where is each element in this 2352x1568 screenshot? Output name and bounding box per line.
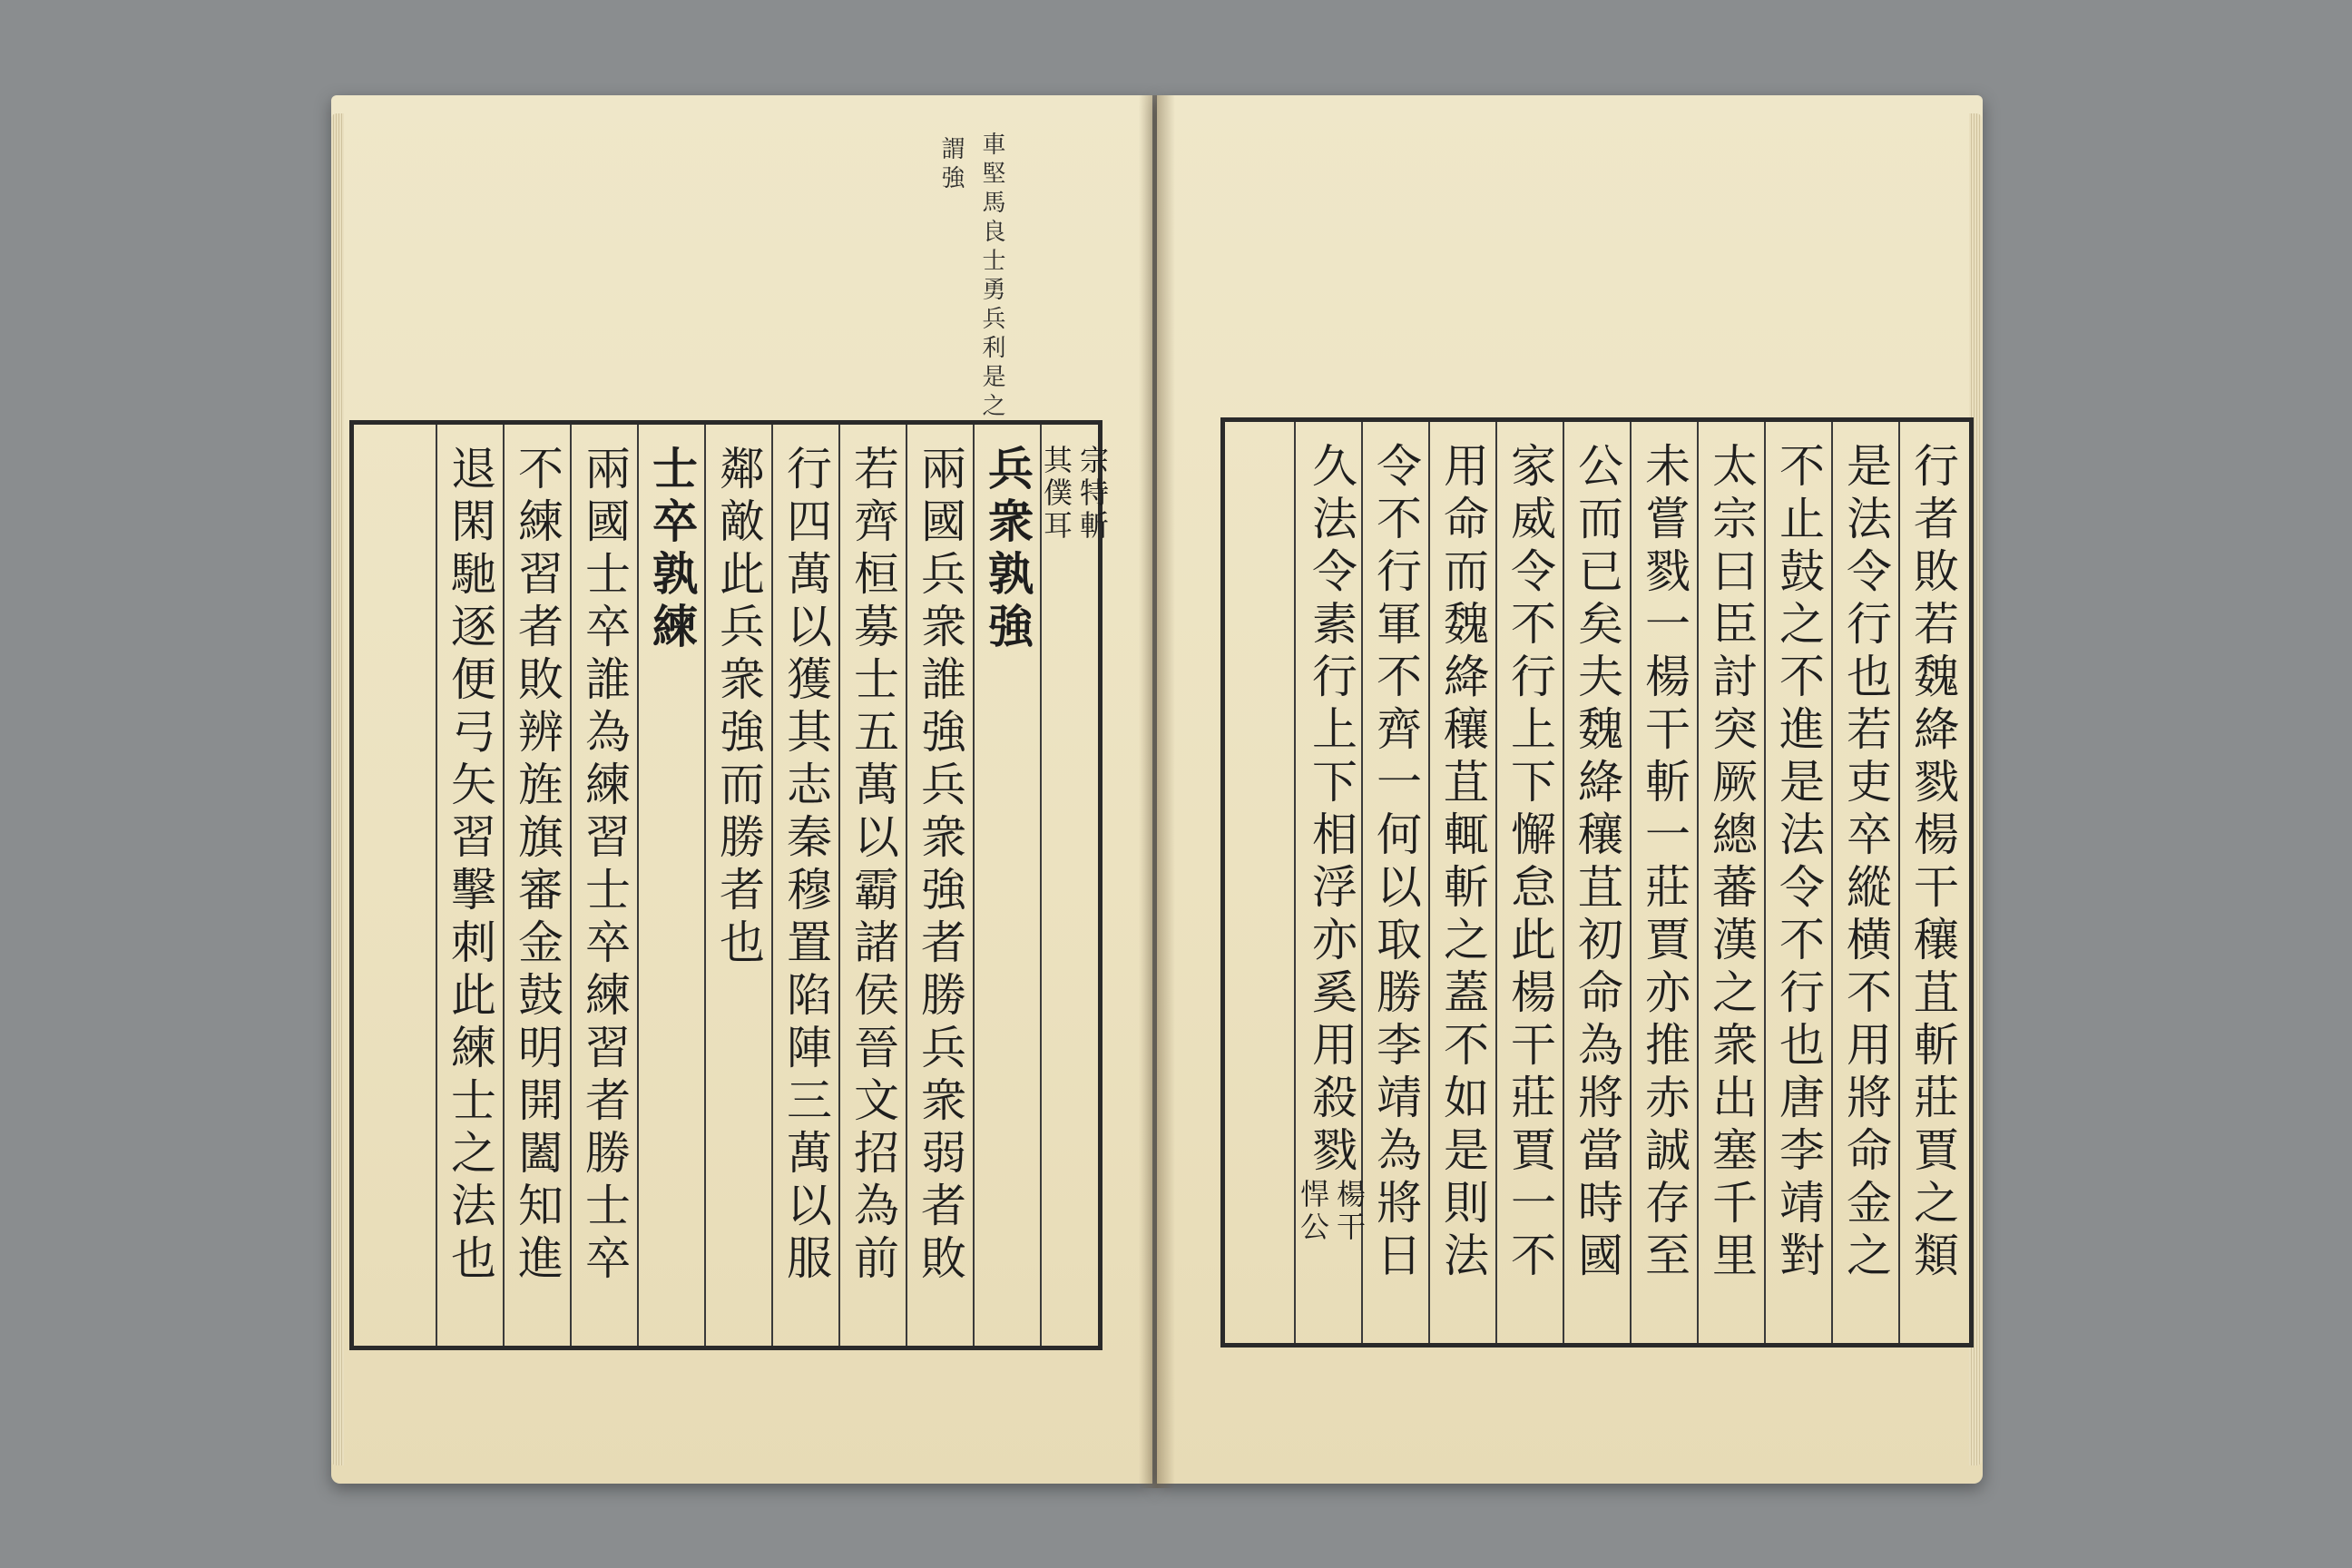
note-line: 楊干 — [1332, 1179, 1367, 1244]
text-line: 兩國兵衆誰強兵衆強者勝兵衆弱者敗 — [914, 445, 966, 1287]
left-col-4 — [771, 425, 838, 1346]
section-heading: 兵衆孰強 — [981, 445, 1034, 655]
text-line: 令不行軍不齊一何以取勝李靖為將日 — [1369, 442, 1422, 1284]
left-col-5 — [704, 425, 771, 1346]
left-page-edge — [331, 113, 344, 1465]
text-line: 鄰敵此兵衆強而勝者也 — [712, 445, 765, 971]
left-col-1 — [973, 425, 1040, 1346]
text-line: 若齊桓募士五萬以霸諸侯晉文招為前 — [847, 445, 899, 1287]
text-line: 退閑馳逐便弓矢習擊刺此練士之法也 — [444, 445, 496, 1287]
left-text-frame — [349, 420, 1110, 1350]
text-line: 是法令行也若吏卒縱横不用將命金之 — [1839, 442, 1892, 1284]
left-col-6 — [637, 425, 704, 1346]
book-gutter — [1139, 95, 1175, 1488]
left-col-8 — [503, 425, 570, 1346]
right-col-4 — [1630, 422, 1697, 1343]
note-line: 悍公 — [1296, 1179, 1330, 1244]
header-note-second: 謂強 — [937, 136, 965, 194]
left-page — [331, 95, 1152, 1484]
text-line: 不止鼓之不進是法令不行也唐李靖對 — [1772, 442, 1825, 1284]
right-text-frame — [1220, 417, 1974, 1348]
right-col-8 — [1361, 422, 1428, 1343]
right-col-5 — [1563, 422, 1630, 1343]
text-line: 不練習者敗辨旌旗審金鼓明開闔知進 — [511, 445, 564, 1287]
header-note-main: 車堅馬良士勇兵利是之 — [978, 132, 1005, 422]
left-col-0 — [1039, 425, 1110, 1346]
text-line: 兩國士卒誰為練習士卒練習者勝士卒 — [578, 445, 631, 1287]
final-line-with-note — [1297, 442, 1366, 1343]
text-line: 行者敗若魏絳戮楊干穰苴斬莊賈之類 — [1906, 442, 1959, 1284]
open-book — [322, 95, 2005, 1488]
right-col-7 — [1428, 422, 1495, 1343]
left-col-3 — [838, 425, 906, 1346]
text-line: 用命而魏絳穰苴輒斬之蓋不如是則法 — [1436, 442, 1489, 1284]
right-col-1 — [1831, 422, 1898, 1343]
left-col-9 — [436, 425, 503, 1346]
right-col-0 — [1898, 422, 1965, 1343]
left-col-7 — [570, 425, 637, 1346]
inline-note — [1297, 1179, 1366, 1244]
right-col-2 — [1764, 422, 1831, 1343]
right-col-3 — [1697, 422, 1764, 1343]
note-line: 宗特斬 — [1075, 445, 1110, 543]
right-col-6 — [1495, 422, 1563, 1343]
note-line: 其僕耳 — [1039, 445, 1073, 543]
text-line: 未嘗戮一楊干斬一莊賈亦推赤誠存至 — [1638, 442, 1690, 1284]
right-page — [1157, 95, 1983, 1484]
text-line: 公而已矣夫魏絳穰苴初命為將當時國 — [1571, 442, 1623, 1284]
note-pair — [1040, 445, 1109, 1346]
section-heading: 士卒孰練 — [645, 445, 699, 655]
text-line: 太宗曰臣討突厥總蕃漢之衆出塞千里 — [1705, 442, 1758, 1284]
text-line: 家威令不行上下懈怠此楊干莊賈一不 — [1504, 442, 1556, 1284]
text-line: 行四萬以獲其志秦穆置陷陣三萬以服 — [779, 445, 832, 1287]
text-line: 久法令素行上下相浮亦奚用殺戮 — [1305, 442, 1357, 1179]
right-col-9 — [1294, 422, 1367, 1343]
left-col-2 — [906, 425, 973, 1346]
